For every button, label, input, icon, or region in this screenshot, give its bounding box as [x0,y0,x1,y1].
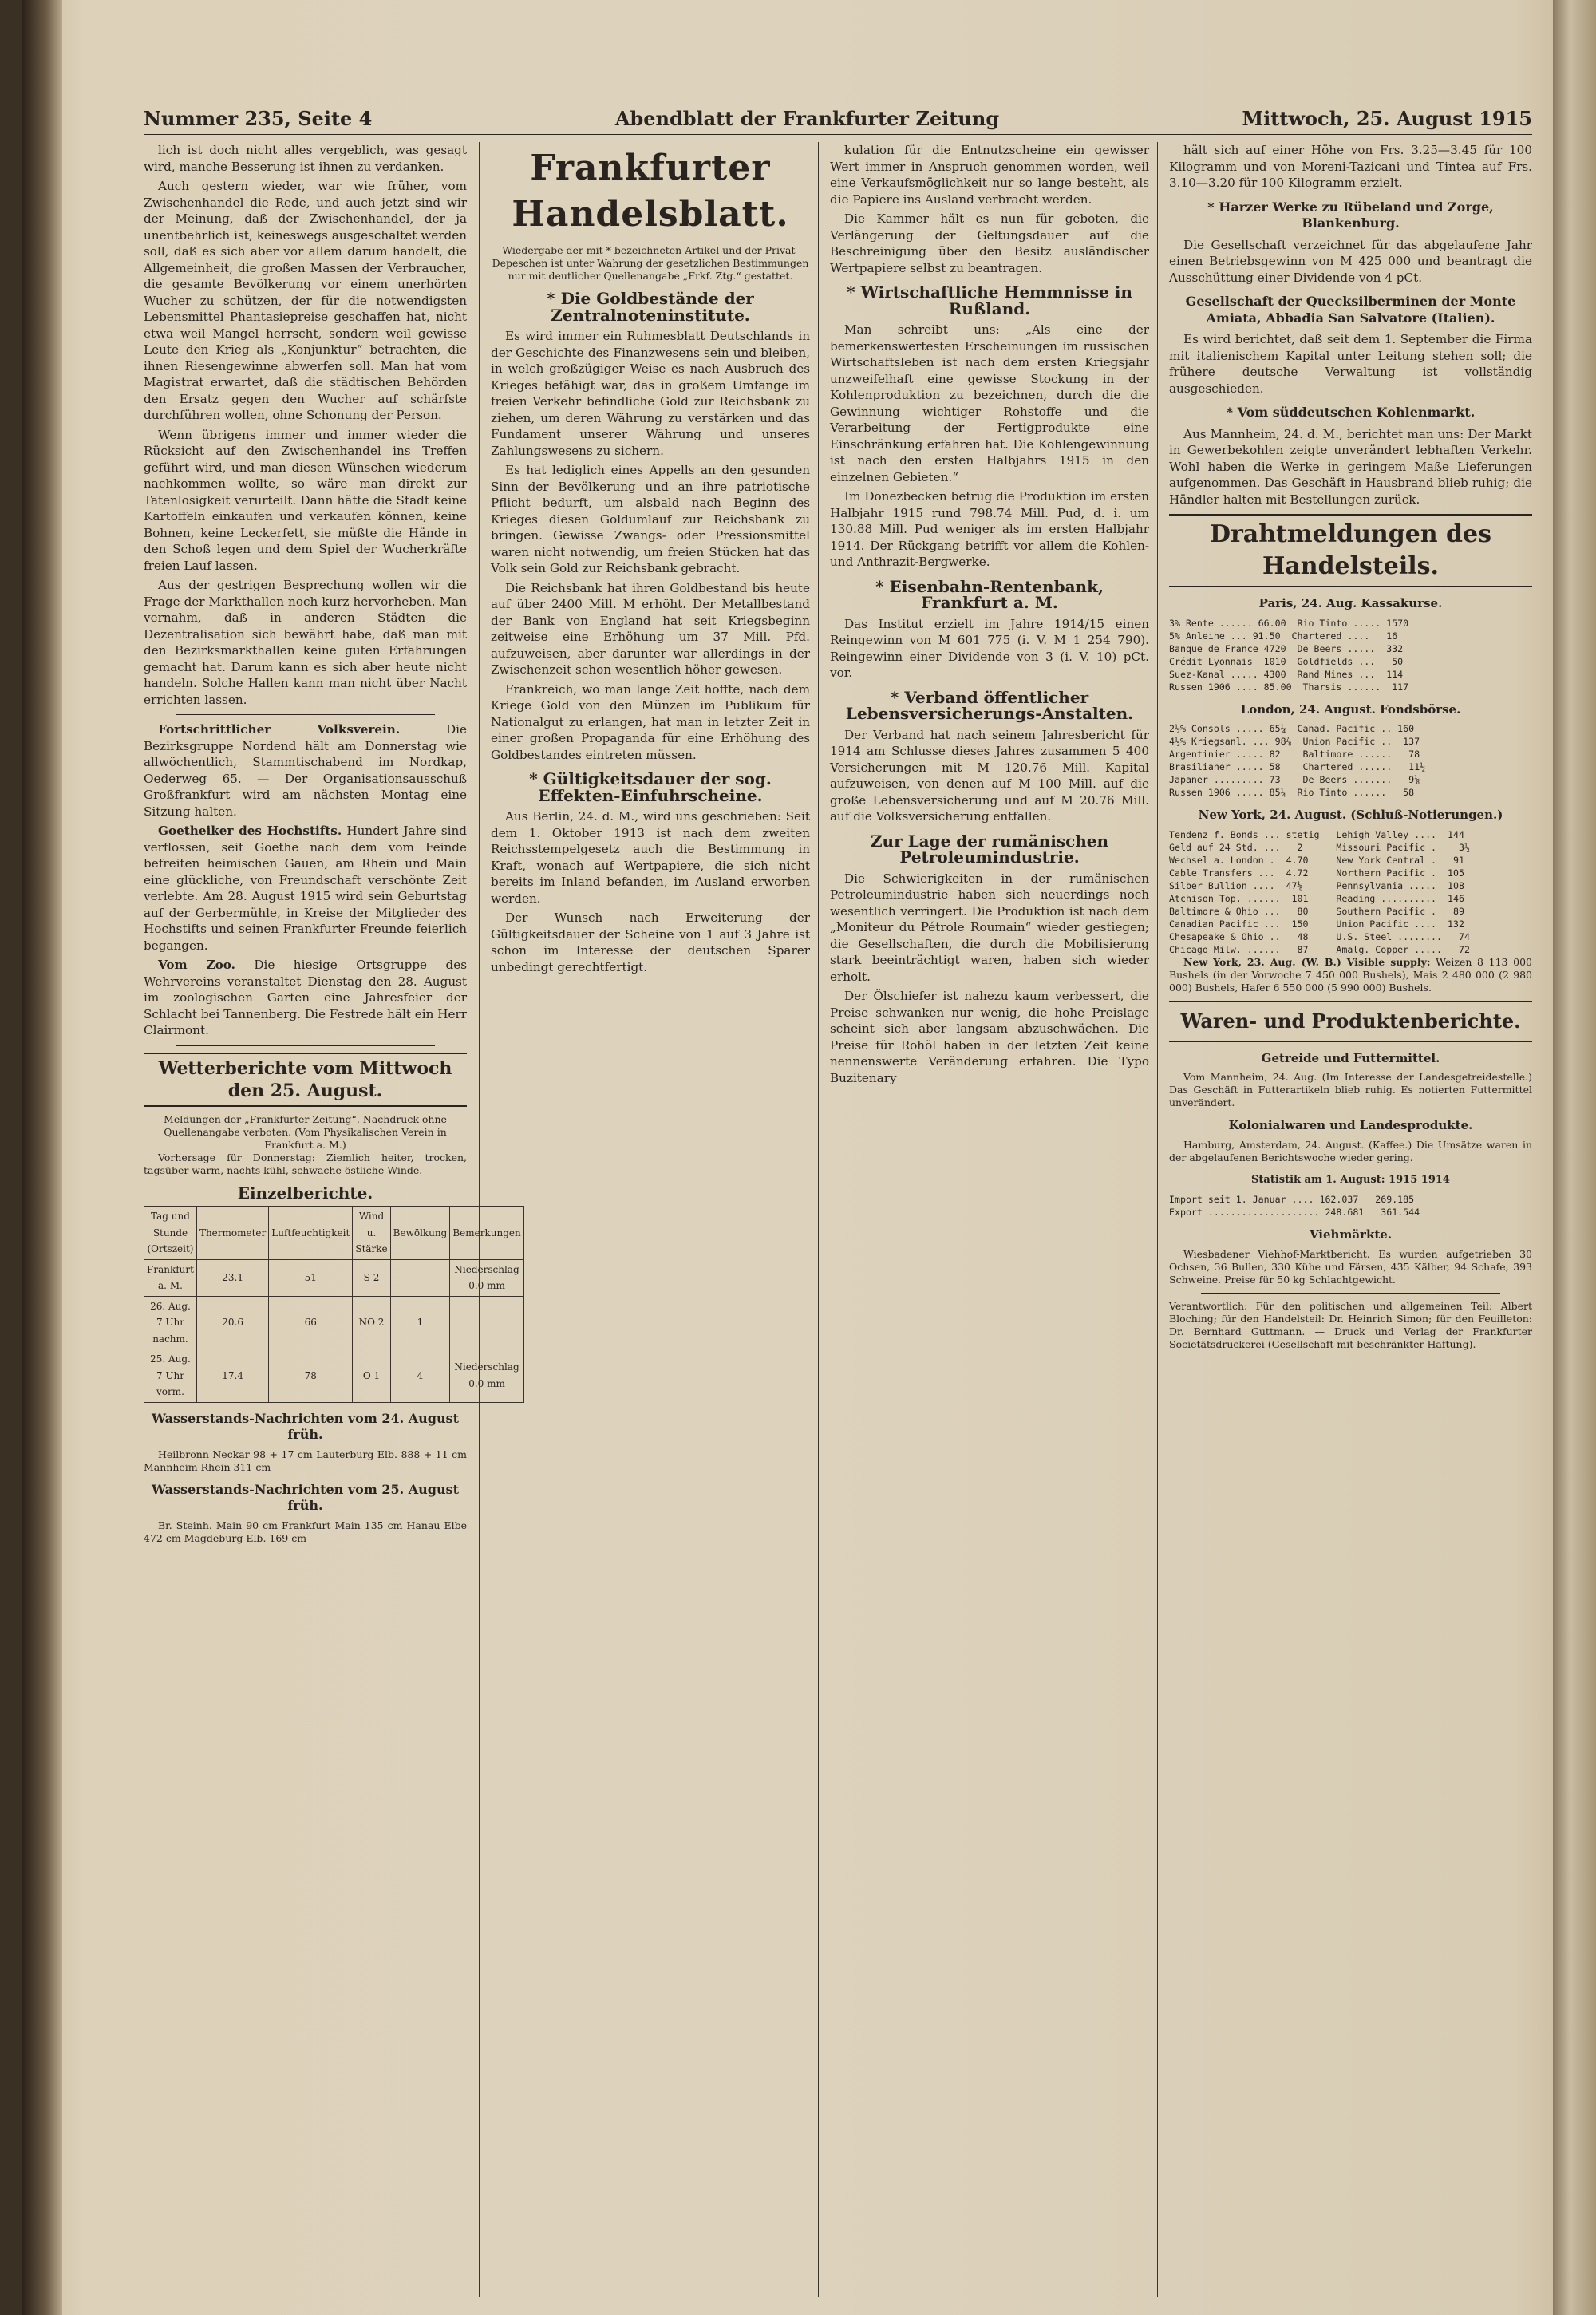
divider [176,714,435,715]
paragraph: Der Ölschiefer ist nahezu kaum verbessert, die Preise schwanken nur wenig, die hohe Preislage scheint sich aber langsam abzuschwächen. Die Preise für Rohöl haben in der letzten Zeit keine nennenswerte Veränderung erfahren. Die Typo Buzitenary [830,989,1149,1085]
table-header: Tag und Stunde (Ortszeit) [144,1207,197,1260]
article-heading: * Verband öffentlicher Lebensversicherungs-Anstalten. [845,687,1134,723]
notice-text: Die Bezirksgruppe Nordend hält am Donnerstag wie allwöchentlich, Stammtischabend im Nordkap, Oederweg 65. — Der Organisationsausschuß Großfrankfurt wird am nächsten Montag eine Sitzung halten. [144,722,467,819]
column-1 [144,142,521,2297]
article-heading: * Eisenbahn-Rentenbank, Frankfurt a. M. [875,576,1104,612]
article-heading: * Harzer Werke zu Rübeland und Zorge, Blankenburg. [1207,199,1494,231]
reprint-notice: Wiedergabe der mit * bezeichneten Artikel und der Privat-Depeschen ist unter Wahrung der gesetzlichen Bestimmungen nur mit deutlicher Quellenangabe „Frkf. Ztg.“ gestattet. [492,244,809,282]
table-header: Thermometer [196,1207,268,1260]
paragraph: Wenn übrigens immer und immer wieder die Rücksicht auf den Zwischenhandel ins Treffen geführt wird, und man diesen Wünschen wiederum nachkommen wollte, so wäre man direkt zur Tatenlosigkeit verurteilt. Dann hätte die Stadt keine Kartoffeln einkaufen und verkaufen können, keine Bohnen, keine Leckerfett, sie müßte die Hände in den Schoß legen und dem Spiel der Wucherkräfte freien Lauf lassen. [144,427,467,573]
article-heading: Zur Lage der rumänischen Petroleumindustrie. [870,831,1109,867]
table-header: Wind u. Stärke [353,1207,390,1260]
article-heading: Gesellschaft der Quecksilberminen der Monte Amiata, Abbadia San Salvatore (Italien). [1185,294,1516,326]
commodity-reports-heading: Waren- und Produktenberichte. [1169,1001,1532,1042]
statistics-heading: Statistik am 1. August: 1915 1914 [1251,1173,1450,1186]
paragraph: Es wird immer ein Ruhmesblatt Deutschlands in der Geschichte des Finanzwesens sein und bleiben, in welch großzügiger Weise es nach Ausbruch des Krieges befähigt war, das in großem Umfange im freien Verkehr befindliche Gold zur Reichsbank zu ziehen, um deren Währung zu verstärken und das Fundament unserer Währung und unseres Zahlungswesens zu sichern. [491,329,810,458]
table-header: Bemerkungen [450,1207,523,1260]
table-cell: — [390,1259,450,1296]
local-notice [144,957,467,1039]
paragraph: Es wird berichtet, daß seit dem 1. September die Firma mit italienischem Kapital unter Leitung stehen soll; die frühere deutsche Verwaltung ist vollständig ausgeschieden. [1169,332,1532,396]
table-cell: S 2 [353,1259,390,1296]
subsection-heading: Getreide und Futtermittel. [1261,1050,1440,1065]
table-cell: Frankfurt a. M. [144,1259,197,1296]
table-cell: 51 [269,1259,353,1296]
column-2 [491,142,810,2297]
paragraph: Die Reichsbank hat ihren Goldbestand bis heute auf über 2400 Mill. M erhöht. Der Metallbestand der Bank von England hat seit Kriegsbeginn zeitweise eine Erhöhung um 37 Mill. Pfd. aufzuweisen, aber darunter war allerdings in der Zwischenzeit schon wesentlich höher gewesen. [491,580,810,677]
issue-date: Mittwoch, 25. August 1915 [1242,106,1532,130]
water-levels-heading: Wasserstands-Nachrichten vom 25. August früh. [152,1481,459,1513]
weather-table [144,1206,524,1403]
wire-reports-heading: Drahtmeldungen des Handelsteils. [1169,514,1532,587]
notice-text: Weizen 8 113 000 Bushels (in der Vorwoche 7 450 000 Bushels), Mais 2 480 000 (2 980 000) Bushels, Hafer 6 550 000 (5 990 000) Bushels. [1169,955,1532,994]
table-cell: 1 [390,1296,450,1349]
paragraph: hält sich auf einer Höhe von Frs. 3.25—3.45 für 100 Kilogramm und von Moreni-Tazicani und Tintea auf Frs. 3.10—3.20 für 100 Kilogramm erzielt. [1169,143,1532,190]
column-rule [1157,142,1158,2297]
table-cell: 66 [269,1296,353,1349]
paragraph: Aus Mannheim, 24. d. M., berichtet man uns: Der Markt in Gewerbekohlen zeigte unverändert lebhaften Verkehr. Wohl haben die Werke in geringem Maße Lieferungen aufgenommen. Das Geschäft in Hausbrand blieb ruhig; die Händler halten mit Bestellungen zurück. [1169,426,1532,507]
article-heading: * Wirtschaftliche Hemmnisse in Rußland. [847,282,1132,318]
paragraph: Der Verband hat nach seinem Jahresbericht für 1914 am Schlusse dieses Jahres zusammen 5 400 Versicherungen mit M 120.76 Mill. Kapital aufzuweisen, von denen auf M 100 Mill. auf die große Lebensversicherung und auf M 20.76 Mill. auf die Volksversicherung entfallen. [830,727,1149,824]
notice-heading: Goetheiker des Hochstifts. [158,824,342,838]
paragraph: Die Gesellschaft verzeichnet für das abgelaufene Jahr einen Betriebsgewinn von M 425 000 und beantragt die Ausschüttung einer Dividende von 4 pCt. [1169,237,1532,285]
paragraph: Aus der gestrigen Besprechung wollen wir die Frage der Markthallen noch kurz hervorheben. Man vernahm, daß in anderen Städten die Dezentralisation sich bewährt habe, daß man mit den Bezirksmarkthallen keine guten Erfahrungen gemacht hat. Darum kann es sich aber heute nicht handeln. Solche Hallen kann man nicht über Nacht errichten lassen. [144,578,467,707]
article-heading: * Gültigkeitsdauer der sog. Effekten-Einfuhrscheine. [529,769,772,805]
notice-heading: New York, 23. Aug. (W. B.) Visible supply: [1183,955,1431,968]
article-heading: * Vom süddeutschen Kohlenmarkt. [1226,405,1476,420]
column-4 [1169,142,1532,2297]
notice-heading: Vom Zoo. [158,958,235,972]
local-notice [144,721,467,820]
paragraph: Die Schwierigkeiten in der rumänischen Petroleumindustrie haben sich neuerdings noch wesentlich verringert. Die Produktion ist nach dem „Moniteur du Pétrole Roumain“ wieder gestiegen; die Gesellschaften, die durch die Mobilisierung stark beeinträchtigt waren, haben sich wieder erholt. [830,871,1149,984]
column-3 [830,142,1149,2297]
subsection-heading: Kolonialwaren und Landesprodukte. [1228,1118,1473,1132]
table-row [144,1349,524,1403]
table-cell: 78 [269,1349,353,1403]
paragraph: Vom Mannheim, 24. Aug. (Im Interesse der Landesgetreidestelle.) Das Geschäft in Futterartikeln blieb ruhig. Es notierten Futtermittel unverändert. [1169,1071,1532,1108]
weather-forecast: Vorhersage für Donnerstag: Ziemlich heiter, trocken, tagsüber warm, nachts kühl, schwache östliche Winde. [144,1151,467,1176]
article-heading: * Die Goldbestände der Zentralnoteninstitute. [547,289,754,325]
statistics: Import seit 1. Januar .... 162.037 269.185 Export .................... 248.681 361.544 [1169,1194,1420,1218]
paragraph: Aus Berlin, 24. d. M., wird uns geschrieben: Seit dem 1. Oktober 1913 ist nach dem zweiten Reichsstempelgesetz auch die Bestimmung in Kraft, wonach auf Wertpapiere, die sich nicht bereits im Inland befanden, im Ausland erworben werden. [491,809,810,906]
table-cell: 25. Aug. 7 Uhr vorm. [144,1349,197,1403]
water-levels: Br. Steinh. Main 90 cm Frankfurt Main 135 cm Hanau Elbe 472 cm Magdeburg Elb. 169 cm [144,1519,467,1544]
table-row [144,1296,524,1349]
paragraph: Frankreich, wo man lange Zeit hoffte, nach dem Kriege Gold von den Münzen im Publikum für Nationalgut zu erlangen, hat man in letzter Zeit in einer großen Propaganda für eine Erhöhung des Goldbestandes eintreten müssen. [491,681,810,762]
market-heading: New York, 24. August. (Schluß-Notierungen.) [1198,808,1503,822]
paragraph: Es hat lediglich eines Appells an den gesunden Sinn der Bevölkerung und an ihre patriotische Pflicht bedurft, um alsbald nach Beginn des Krieges diesen Goldumlauf zur Reichsbank zu bringen. Gewisse Zwangs- oder Pressionsmittel waren nicht notwendig, um freien Stücken hat das Volk sein Gold zur Reichsbank gebracht. [491,463,810,575]
paragraph: Die Kammer hält es nun für geboten, die Verlängerung der Geltungsdauer auf die Beschreinigung über den Besitz ausländischer Wertpapiere selbst zu beantragen. [830,211,1149,275]
london-quotes: 2½% Consols ..... 65¼ Canad. Pacific .. 160 4½% Kriegsanl. ... 98⅞ Union Pacific .. 137 Argentinier ..... 82 Baltimore ...... 78 Brasilianer ..... 58 Chartered ...... 11½ Japaner ......... 73 De Beers ....... 9⅛ Russen 1906 ..... 85¼ Rio Tinto ...... 58 [1169,723,1426,798]
subsection-heading: Viehmärkte. [1309,1227,1393,1242]
market-heading: Paris, 24. Aug. Kassakurse. [1258,596,1443,610]
market-heading: London, 24. August. Fondsbörse. [1240,701,1461,717]
table-cell: 17.4 [196,1349,268,1403]
paragraph: lich ist doch nicht alles vergeblich, was gesagt wird, manche Besserung ist ihnen zu verdanken. [144,143,467,174]
section-title: Frankfurter Handelsblatt. [512,148,789,235]
table-cell: Niederschlag 0.0 mm [450,1259,523,1296]
water-levels-heading: Wasserstands-Nachrichten vom 24. August früh. [152,1410,459,1442]
adjacent-page-edge [1553,0,1596,2315]
weather-heading: Wetterberichte vom Mittwoch den 25. August. [144,1053,467,1107]
new-york-quotes: Tendenz f. Bonds ... stetig Lehigh Valley .... 144 Geld auf 24 Std. ... 2 Missouri Pacific . 3½ Wechsel a. London . 4.70 New York Central . 91 Cable Transfers ... 4.72 Northern Pacific . 105 Silber Bullion .... 47⅛ Pennsylvania ..... 108 Atchison Top. ...... 101 Reading .......... 146 Baltimore & Ohio ... 80 Southern Pacific . 89 Canadian Pacific ... 150 Union Pacific .... 132 Chesapeake & Ohio .. 48 U.S. Steel ........ 74 Chicago Milw. ...... 87 Amalg. Copper ..... 72 [1169,828,1470,955]
local-notice [144,823,467,954]
notice-heading: Fortschrittlicher Volksverein. [158,722,401,737]
table-cell: NO 2 [353,1296,390,1349]
paragraph: Hamburg, Amsterdam, 24. August. (Kaffee.) Die Umsätze waren in der abgelaufenen Berichtswoche wieder gering. [1169,1138,1532,1163]
weather-subheading: Meldungen der „Frankfurter Zeitung“. Nachdruck ohne Quellenangabe verboten. (Vom Physikalischen Verein in Frankfurt a. M.) [164,1112,447,1151]
paragraph: kulation für die Entnutzscheine ein gewisser Wert immer in Anspruch genommen worden, weil eine Verkaufsmöglichkeit nur so lange besteht, als die Papiere ins Ausland verbracht werden. [830,143,1149,207]
issue-and-page: Nummer 235, Seite 4 [144,106,373,130]
imprint-footer: Verantwortlich: Für den politischen und allgemeinen Teil: Albert Bloching; für den Handelsteil: Dr. Heinrich Simon; für den Feuilleton: Dr. Bernhard Guttmann. — Druck und Verlag der Frankfurter Societätsdruckerei (Gesellschaft mit beschränkter Haftung). [1169,1299,1532,1350]
column-rule [818,142,819,2297]
newspaper-name: Abendblatt der Frankfurter Zeitung [614,106,1000,130]
paragraph: Im Donezbecken betrug die Produktion im ersten Halbjahr 1915 rund 798.74 Mill. Pud, d. i. um 130.88 Mill. Pud weniger als im ersten Halbjahr 1914. Der Rückgang betrifft vor allem die Kohlen- und Anthrazit-Bergwerke. [830,489,1149,569]
table-header: Luftfeuchtigkeit [269,1207,353,1260]
table-cell: 20.6 [196,1296,268,1349]
table-cell: 26. Aug. 7 Uhr nachm. [144,1296,197,1349]
divider [176,1045,435,1046]
table-cell: 4 [390,1349,450,1403]
table-cell: O 1 [353,1349,390,1403]
paragraph: Man schreibt uns: „Als eine der bemerkenswertesten Erscheinungen im russischen Wirtschaftsleben ist nach dem ersten Kriegsjahr unzweifelhaft eine gewisse Stockung in der Kohlenproduktion zu bezeichnen, durch die die Gewinnung wichtiger Rohstoffe und die Verarbeitung der Fertigprodukte eine Einschränkung erfahren hat. Die Kohlengewinnung ist nach den ersten Halbjahrs 1915 in den einzelnen Gebieten.“ [830,322,1149,484]
paragraph: Auch gestern wieder, war wie früher, vom Zwischenhandel die Rede, und auch jetzt sind wir der Meinung, daß der Zwischenhandel, der ja unentbehrlich ist, keineswegs ausgeschaltet werden soll, daß es sich aber vor allem darum handelt, die Allgemeinheit, die großen Massen der Verbraucher, die gesamte Bevölkerung vor einem unerhörten Wucher zu schützen, der für die notwendigsten Lebensmittel Phantasiepreise geschaffen hat, nicht etwa weil Mangel herrscht, sondern weil gewisse Leute den Krieg als „Konjunktur“ betrachten, die ihnen Riesengewinne abwerfen soll. Man hat vom Magistrat erwartet, daß die städtischen Behörden den Ersatz gegen den Wucher auf schärfste durchführen wollen, ohne Schonung der Person. [144,179,467,422]
divider [1201,1293,1500,1294]
table-row [144,1259,524,1296]
paragraph: Der Wunsch nach Erweiterung der Gültigkeitsdauer der Scheine von 1 auf 3 Jahre ist schon im Interesse der deutschen Sparer unbedingt gerechtfertigt. [491,911,810,974]
masthead [144,102,1532,136]
table-cell: Niederschlag 0.0 mm [450,1349,523,1403]
table-cell: 23.1 [196,1259,268,1296]
table-header: Bewölkung [390,1207,450,1260]
notice-text: Die hiesige Ortsgruppe des Wehrvereins veranstaltet Dienstag den 28. August im zoologischen Garten eine Jahresfeier der Schlacht bei Tannenberg. Die Festrede hält ein Herr Clairmont. [144,958,467,1037]
paragraph: Das Institut erzielt im Jahre 1914/15 einen Reingewinn von M 601 775 (i. V. M 1 254 790). Reingewinn einer Dividende von 3 (i. V. 10) pCt. vor. [830,616,1149,680]
notice-text: Hundert Jahre sind verflossen, seit Goethe nach dem vom Feinde befreiten heimischen Gauen, am Rhein und Main eine glückliche, von Freundschaft verschönte Zeit verlebte. Am 28. August 1915 wird sein Geburtstag auf der Gerbermühle, in Kreise der Mitglieder des Hochstifts und seinen Frankfurter Freunde feierlich begangen. [144,824,467,953]
weather-table-heading: Einzelberichte. [237,1183,373,1203]
water-levels: Heilbronn Neckar 98 + 17 cm Lauterburg Elb. 888 + 11 cm Mannheim Rhein 311 cm [144,1448,467,1473]
paris-quotes: 3% Rente ...... 66.00 Rio Tinto ..... 1570 5% Anleihe ... 91.50 Chartered .... 16 Banque de France 4720 De Beers ..... 332 Crédit Lyonnais 1010 Goldfields ... 50 Suez-Kanal ..... 4300 Rand Mines ... 114 Russen 1906 .... 85.00 Tharsis ...... 117 [1169,617,1409,693]
book-gutter [22,0,62,2315]
paragraph: Wiesbadener Viehhof-Marktbericht. Es wurden aufgetrieben 30 Ochsen, 36 Bullen, 330 Kühe und Färsen, 435 Kälber, 94 Schafe, 393 Schweine. Preise für 50 kg Schlachtgewicht. [1169,1247,1532,1286]
